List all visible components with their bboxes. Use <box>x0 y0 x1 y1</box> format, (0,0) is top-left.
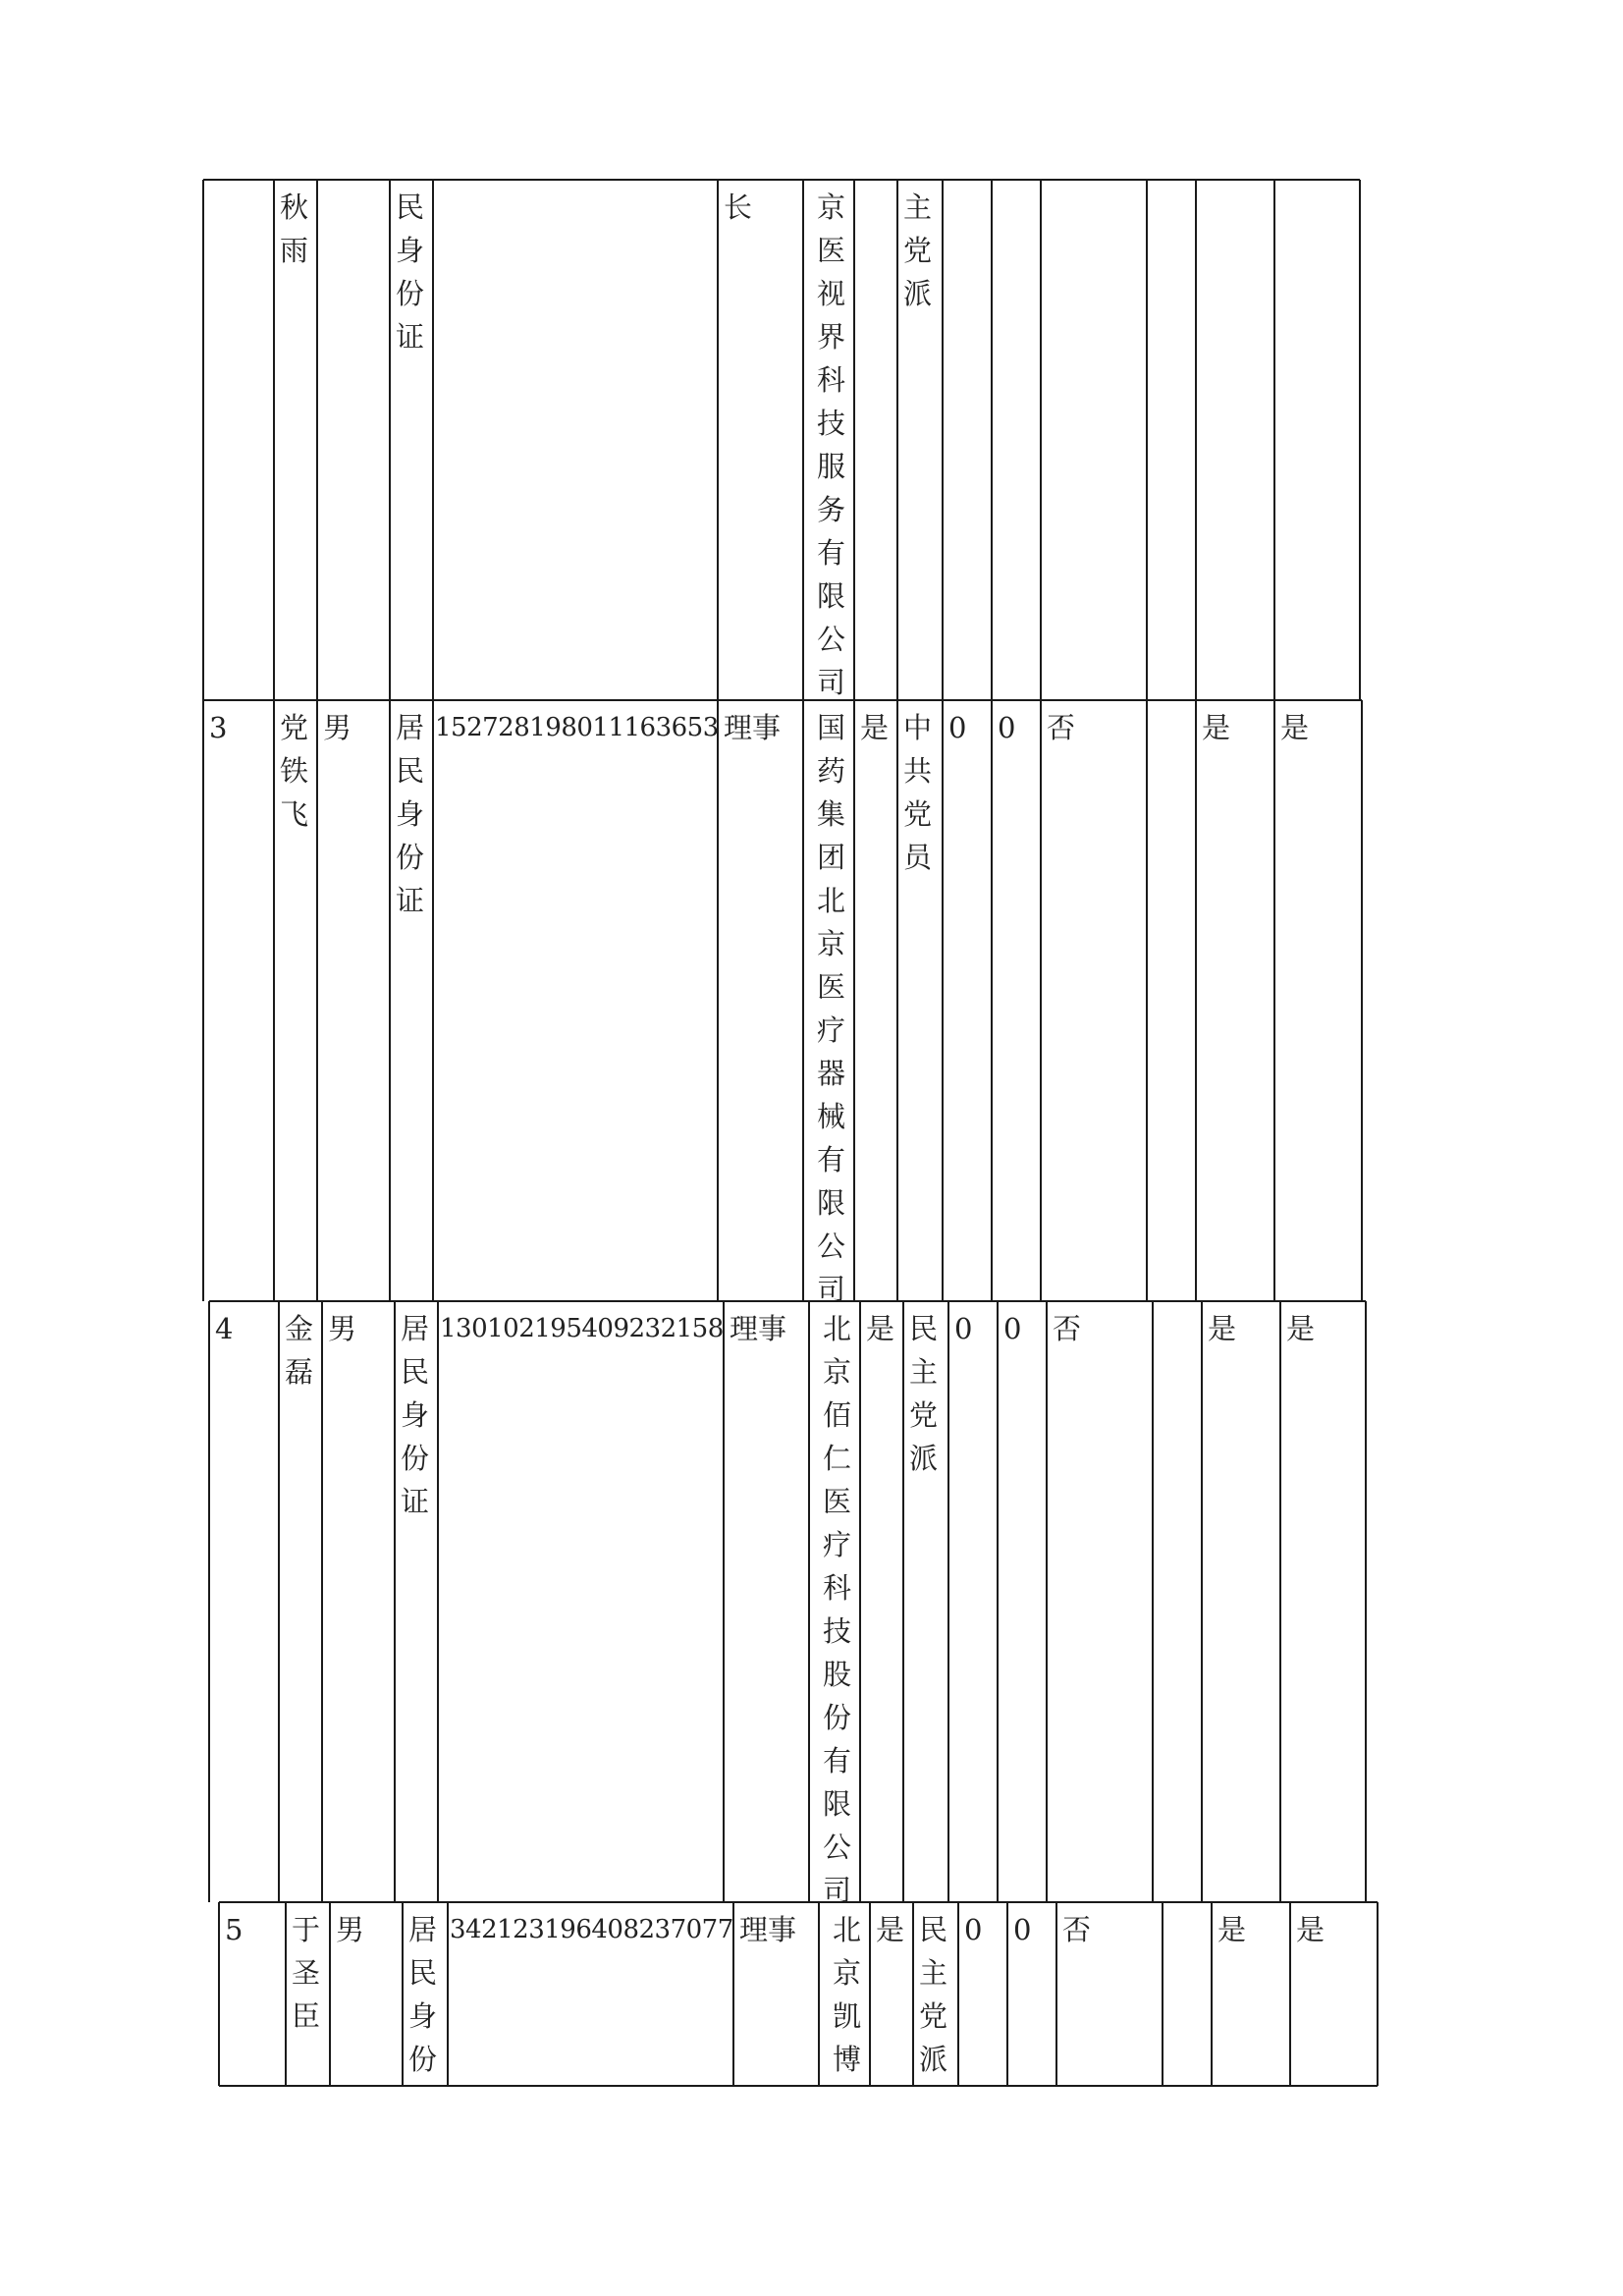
employer-cell: 北京凯博 <box>833 1913 862 2076</box>
gender-cell: 男 <box>328 1312 357 1345</box>
yes-no-cell: 是 <box>1208 1312 1237 1345</box>
political-status-cell: 主党派 <box>903 191 933 310</box>
id-number-cell: 342123196408237077 <box>450 1915 733 1944</box>
id-number-cell <box>433 182 718 698</box>
blank-cell <box>1147 702 1196 1299</box>
blank-cell <box>1147 182 1196 698</box>
name-cell: 于圣臣 <box>292 1913 321 2033</box>
count-cell: 0 <box>1013 1913 1032 1946</box>
row-number-cell: 3 <box>209 711 228 744</box>
political-status-cell: 中共党员 <box>903 711 933 874</box>
row-number-cell <box>203 182 274 698</box>
yes-no-cell <box>1274 182 1360 698</box>
yes-no-cell: 是 <box>860 711 890 744</box>
employer-cell: 国药集团北京医疗器械有限公司 <box>817 711 846 1306</box>
position-cell: 长 <box>724 191 753 224</box>
yes-no-cell: 否 <box>1047 711 1076 744</box>
id-type-cell: 居民身份证 <box>401 1312 430 1518</box>
political-status-cell: 民主党派 <box>909 1312 939 1475</box>
count-cell <box>943 182 992 698</box>
position-cell: 理事 <box>739 1913 797 1946</box>
yes-no-cell: 否 <box>1053 1312 1082 1345</box>
name-cell: 金磊 <box>285 1312 314 1389</box>
yes-no-cell <box>1041 182 1147 698</box>
yes-no-cell: 是 <box>1202 711 1231 744</box>
gender-cell: 男 <box>323 711 352 744</box>
yes-no-cell: 是 <box>866 1312 895 1345</box>
id-number-cell: 152728198011163653 <box>435 713 719 742</box>
employer-cell: 京医视界科技服务有限公司 <box>817 191 846 699</box>
yes-no-cell: 是 <box>1296 1913 1325 1946</box>
row-number-cell: 4 <box>215 1312 234 1345</box>
count-cell: 0 <box>1003 1312 1022 1345</box>
id-type-cell: 民身份证 <box>396 191 425 354</box>
count-cell <box>992 182 1041 698</box>
employer-cell: 北京佰仁医疗科技股份有限公司 <box>823 1312 852 1907</box>
yes-no-cell: 否 <box>1062 1913 1092 1946</box>
name-cell: 秋雨 <box>280 191 309 267</box>
yes-no-cell: 是 <box>1217 1913 1247 1946</box>
id-type-cell: 居民身份证 <box>396 711 425 917</box>
yes-no-cell <box>854 182 897 698</box>
count-cell: 0 <box>948 711 967 744</box>
id-type-cell: 居民身份 <box>408 1913 438 2076</box>
position-cell: 理事 <box>730 1312 787 1345</box>
count-cell: 0 <box>954 1312 973 1345</box>
blank-cell <box>1163 1904 1212 2084</box>
row-number-cell: 5 <box>225 1913 243 1946</box>
count-cell: 0 <box>964 1913 983 1946</box>
yes-no-cell: 是 <box>1286 1312 1316 1345</box>
id-number-cell: 130102195409232158 <box>440 1314 724 1343</box>
position-cell: 理事 <box>724 711 782 744</box>
count-cell: 0 <box>998 711 1016 744</box>
yes-no-cell <box>1196 182 1274 698</box>
name-cell: 党铁飞 <box>280 711 309 831</box>
yes-no-cell: 是 <box>876 1913 905 1946</box>
gender-cell: 男 <box>336 1913 365 1946</box>
blank-cell <box>1153 1303 1202 1900</box>
gender-cell <box>317 182 390 698</box>
yes-no-cell: 是 <box>1280 711 1310 744</box>
political-status-cell: 民主党派 <box>919 1913 948 2076</box>
